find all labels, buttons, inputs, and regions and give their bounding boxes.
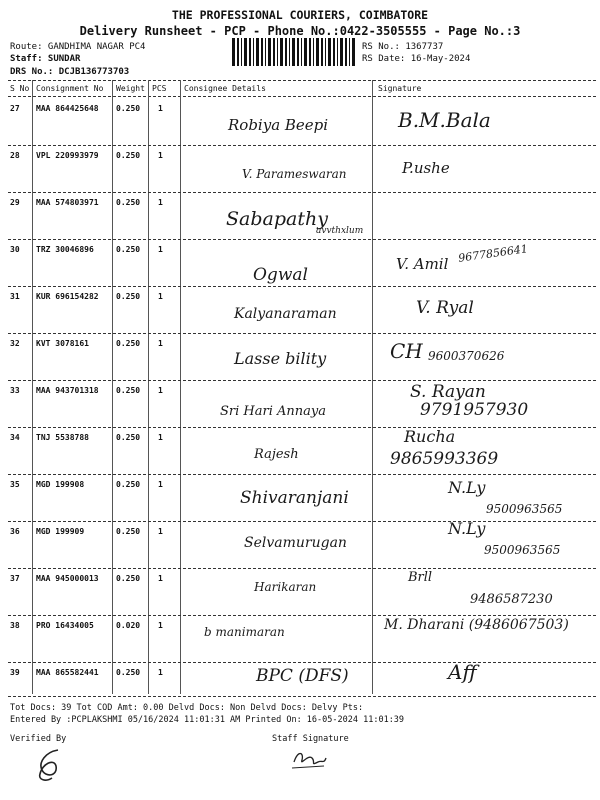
signature-handwriting: CH: [390, 339, 423, 363]
row-consignment: PRO 16434005: [36, 621, 94, 630]
row-separator: [8, 521, 596, 522]
row-sno: 29: [10, 198, 20, 207]
note-handwriting: 9600370626: [428, 349, 505, 363]
note-handwriting: 9486587230: [470, 592, 553, 607]
barcode-bar: [349, 38, 350, 66]
barcode-bar: [280, 38, 283, 66]
barcode-bar: [261, 38, 263, 66]
row-pcs: 1: [158, 668, 163, 677]
barcode-bar: [253, 38, 254, 66]
note-handwriting: 9865993369: [390, 449, 499, 469]
row-pcs: 1: [158, 574, 163, 583]
staff-signature-image: [290, 744, 330, 772]
totals-line: Tot Docs: 39 Tot COD Amt: 0.00 Delvd Docs: Non Delvd Docs: Delvy Pts:: [10, 703, 364, 713]
row-sno: 35: [10, 480, 20, 489]
barcode-bar: [321, 38, 323, 66]
barcode-bar: [297, 38, 299, 66]
signature-handwriting: M. Dharani (9486067503): [384, 617, 569, 633]
barcode-bar: [325, 38, 326, 66]
row-separator: [8, 145, 596, 146]
row-pcs: 1: [158, 292, 163, 301]
row-pcs: 1: [158, 621, 163, 630]
consignee-handwriting: Selvamurugan: [244, 535, 347, 551]
barcode-bar: [285, 38, 287, 66]
header-sno: S No: [10, 84, 30, 93]
row-weight: 0.020: [116, 621, 141, 630]
row-pcs: 1: [158, 151, 163, 160]
row-weight: 0.250: [116, 292, 141, 301]
row-weight: 0.250: [116, 668, 141, 677]
row-consignment: MAA 945000013: [36, 574, 99, 583]
signature-handwriting: B.M.Bala: [398, 108, 491, 132]
row-separator: [8, 615, 596, 616]
row-separator: [8, 286, 596, 287]
entered-by-line: Entered By :PCPLAKSHMI 05/16/2024 11:01:31 AM Printed On: 16-05-2024 11:01:39: [10, 715, 405, 725]
row-consignment: MGD 199909: [36, 527, 85, 536]
verifier-signature-image: [28, 744, 72, 784]
row-separator: [8, 333, 596, 334]
note-handwriting: 9500963565: [484, 543, 561, 557]
header-signature: Signature: [378, 84, 422, 93]
row-consignment: TRZ 30046896: [36, 245, 94, 254]
drs-number: DRS No.: DCJB136773703: [10, 67, 130, 77]
row-sno: 28: [10, 151, 20, 160]
row-weight: 0.250: [116, 433, 141, 442]
row-weight: 0.250: [116, 245, 141, 254]
consignee-handwriting: BPC (DFS): [256, 666, 349, 686]
rs-date: RS Date: 16-May-2024: [362, 54, 471, 64]
consignee-handwriting: V. Parameswaran: [242, 167, 347, 181]
staff-label: Staff: SUNDAR: [10, 54, 81, 64]
row-weight: 0.250: [116, 339, 141, 348]
signature-handwriting: V. Amil: [396, 255, 449, 273]
row-separator: [8, 239, 596, 240]
signature-handwriting: S. Rayan: [410, 382, 486, 402]
row-consignment: KUR 696154282: [36, 292, 99, 301]
barcode-bar: [292, 38, 295, 66]
row-weight: 0.250: [116, 104, 141, 113]
row-weight: 0.250: [116, 198, 141, 207]
row-pcs: 1: [158, 480, 163, 489]
barcode-bar: [256, 38, 259, 66]
row-consignment: MAA 864425648: [36, 104, 99, 113]
header-consignment: Consignment No: [36, 84, 104, 93]
row-pcs: 1: [158, 198, 163, 207]
barcode-bar: [237, 38, 239, 66]
barcode-bar: [265, 38, 266, 66]
note-handwriting: 9677856641: [457, 242, 529, 265]
row-weight: 0.250: [116, 386, 141, 395]
barcode-bar: [273, 38, 275, 66]
barcode-bar: [244, 38, 247, 66]
row-pcs: 1: [158, 104, 163, 113]
barcode-bar: [249, 38, 251, 66]
barcode-bar: [352, 38, 355, 66]
barcode-bar: [316, 38, 319, 66]
signature-handwriting: N.Ly: [448, 519, 486, 538]
barcode-bar: [241, 38, 242, 66]
barcode-image: [232, 38, 356, 66]
row-consignment: VPL 220993979: [36, 151, 99, 160]
consignee-handwriting: Sabapathy: [226, 208, 328, 230]
barcode-bar: [333, 38, 335, 66]
row-consignment: MAA 943701318: [36, 386, 99, 395]
table-header-rule: [8, 96, 596, 97]
table-bottom-rule: [8, 696, 596, 697]
row-sno: 36: [10, 527, 20, 536]
signature-handwriting: P.ushe: [402, 159, 450, 177]
row-separator: [8, 568, 596, 569]
consignee-handwriting: Shivaranjani: [240, 488, 349, 508]
consignee-handwriting: Sri Hari Annaya: [220, 404, 326, 419]
row-sno: 37: [10, 574, 20, 583]
barcode-bar: [328, 38, 331, 66]
barcode-bar: [337, 38, 338, 66]
barcode-bar: [301, 38, 302, 66]
signature-handwriting: N.Ly: [448, 478, 486, 497]
consignee-handwriting: b manimaran: [204, 625, 285, 639]
row-consignment: MAA 865582441: [36, 668, 99, 677]
company-title: THE PROFESSIONAL COURIERS, COIMBATORE: [171, 8, 429, 22]
row-separator: [8, 662, 596, 663]
signature-handwriting: Aff: [448, 660, 477, 684]
row-consignment: KVT 3078161: [36, 339, 89, 348]
row-sno: 38: [10, 621, 20, 630]
header-consignee: Consignee Details: [184, 84, 266, 93]
signature-handwriting: Brll: [408, 570, 433, 585]
row-consignment: MAA 574803971: [36, 198, 99, 207]
barcode-bar: [232, 38, 235, 66]
row-pcs: 1: [158, 527, 163, 536]
row-separator: [8, 380, 596, 381]
consignee-handwriting: Rajesh: [254, 447, 299, 462]
row-consignment: TNJ 5538788: [36, 433, 89, 442]
row-weight: 0.250: [116, 480, 141, 489]
note-handwriting: 9500963565: [486, 502, 563, 516]
note-handwriting: 9791957930: [420, 400, 529, 420]
signature-handwriting: Rucha: [404, 427, 456, 446]
row-sno: 34: [10, 433, 20, 442]
barcode-bar: [268, 38, 271, 66]
barcode-bar: [304, 38, 307, 66]
verified-by-label: Verified By: [10, 734, 67, 744]
row-sno: 31: [10, 292, 20, 301]
row-sno: 33: [10, 386, 20, 395]
row-separator: [8, 474, 596, 475]
row-separator: [8, 427, 596, 428]
barcode-bar: [277, 38, 278, 66]
staff-signature-label: Staff Signature: [272, 734, 349, 744]
row-sno: 39: [10, 668, 20, 677]
barcode-bar: [309, 38, 311, 66]
barcode-bar: [340, 38, 343, 66]
row-sno: 30: [10, 245, 20, 254]
row-sno: 32: [10, 339, 20, 348]
row-pcs: 1: [158, 245, 163, 254]
runsheet-subtitle: Delivery Runsheet - PCP - Phone No.:0422-3505555 - Page No.:3: [79, 24, 521, 38]
barcode-bar: [313, 38, 314, 66]
row-pcs: 1: [158, 386, 163, 395]
route-label: Route: GANDHIMA NAGAR PC4: [10, 42, 146, 52]
note-handwriting: avvthxlum: [316, 226, 364, 236]
barcode-bar: [345, 38, 347, 66]
table-top-rule: [8, 80, 596, 81]
row-weight: 0.250: [116, 151, 141, 160]
consignee-handwriting: Harikaran: [254, 580, 317, 594]
header-pcs: PCS: [152, 84, 167, 93]
row-weight: 0.250: [116, 527, 141, 536]
row-pcs: 1: [158, 339, 163, 348]
row-pcs: 1: [158, 433, 163, 442]
row-consignment: MGD 199908: [36, 480, 85, 489]
consignee-handwriting: Kalyanaraman: [234, 306, 337, 322]
header-weight: Weight: [116, 84, 145, 93]
consignee-handwriting: Robiya Beepi: [228, 116, 329, 134]
row-sno: 27: [10, 104, 20, 113]
row-separator: [8, 192, 596, 193]
consignee-handwriting: Lasse bility: [234, 349, 327, 368]
rs-number: RS No.: 1367737: [362, 42, 444, 52]
barcode-bar: [289, 38, 290, 66]
signature-handwriting: V. Ryal: [416, 298, 474, 318]
row-weight: 0.250: [116, 574, 141, 583]
consignee-handwriting: Ogwal: [253, 265, 308, 285]
